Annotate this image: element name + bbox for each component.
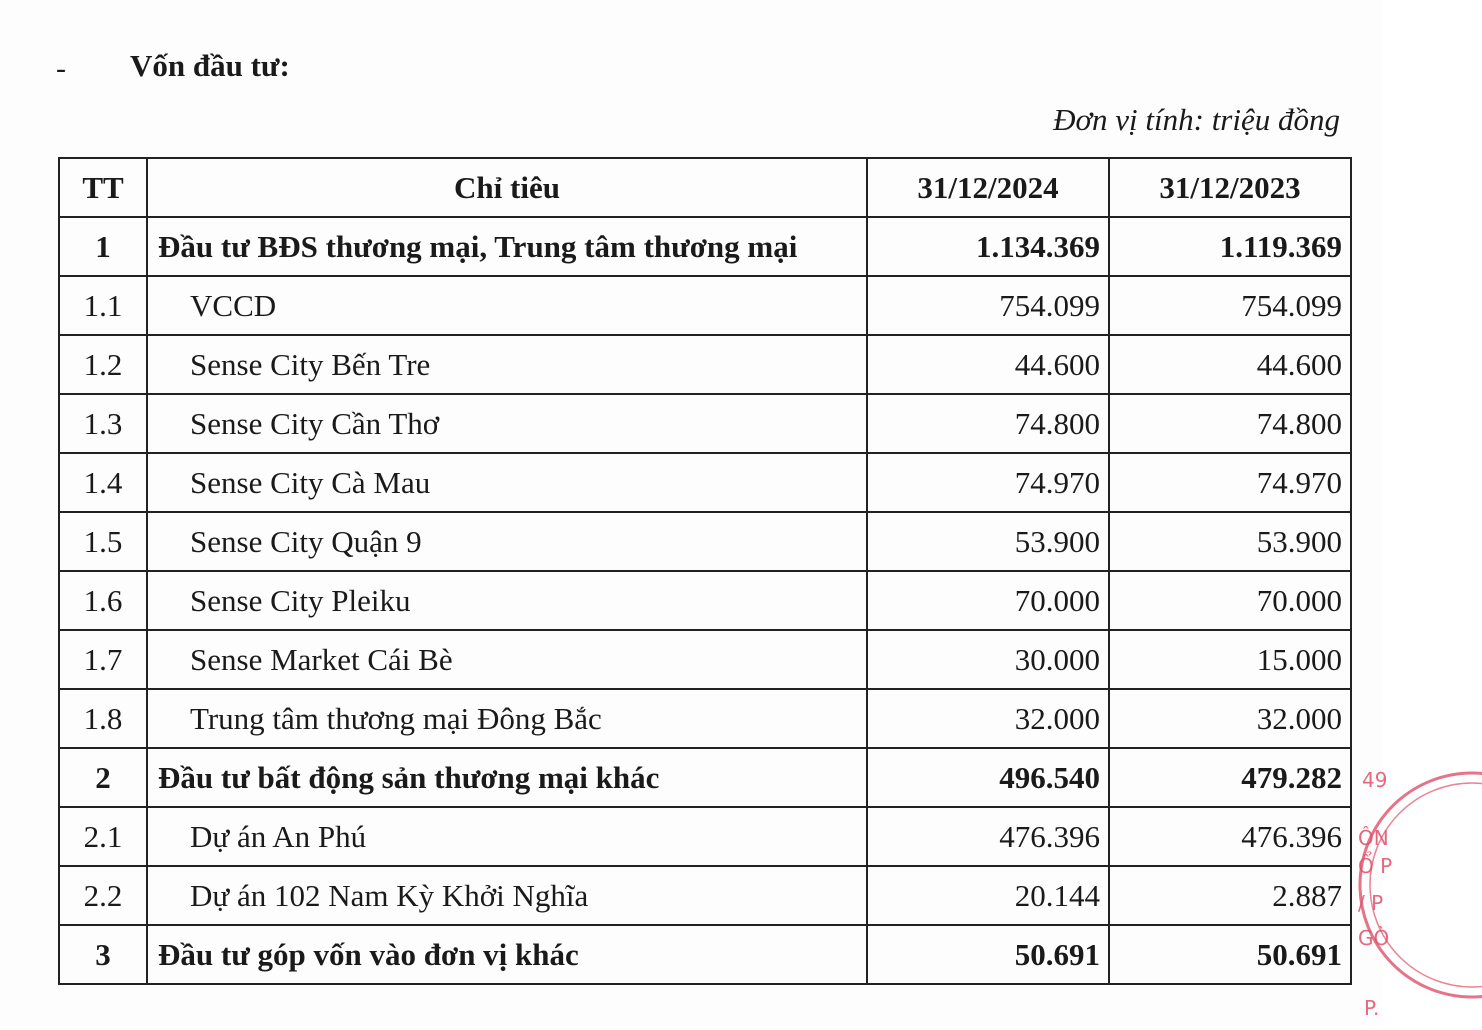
- row-tt: 2.1: [59, 807, 147, 866]
- row-value-2024: 70.000: [867, 571, 1109, 630]
- row-name: Đầu tư góp vốn vào đơn vị khác: [147, 925, 867, 984]
- row-value-2024: 32.000: [867, 689, 1109, 748]
- row-value-2023: 476.396: [1109, 807, 1351, 866]
- row-value-2023: 74.800: [1109, 394, 1351, 453]
- row-value-2024: 74.800: [867, 394, 1109, 453]
- row-value-2023: 2.887: [1109, 866, 1351, 925]
- table-row: [59, 217, 1351, 276]
- row-tt: 1.5: [59, 512, 147, 571]
- header-2023: 31/12/2023: [1109, 158, 1351, 217]
- header-row: [59, 158, 1351, 217]
- svg-text:ÔN: ÔN: [1358, 826, 1389, 850]
- row-value-2024: 30.000: [867, 630, 1109, 689]
- row-tt: 1.7: [59, 630, 147, 689]
- table-row: [59, 925, 1351, 984]
- table-row: [59, 276, 1351, 335]
- row-name: Đầu tư bất động sản thương mại khác: [147, 748, 867, 807]
- row-value-2023: 754.099: [1109, 276, 1351, 335]
- row-value-2023: 15.000: [1109, 630, 1351, 689]
- svg-text:49: 49: [1362, 768, 1388, 792]
- row-value-2023: 1.119.369: [1109, 217, 1351, 276]
- row-tt: 1.4: [59, 453, 147, 512]
- row-name: Đầu tư BĐS thương mại, Trung tâm thương mại: [147, 217, 867, 276]
- row-tt: 1.1: [59, 276, 147, 335]
- row-value-2023: 53.900: [1109, 512, 1351, 571]
- row-name: Sense City Quận 9: [147, 512, 867, 571]
- investment-table: [58, 157, 1352, 985]
- row-value-2024: 53.900: [867, 512, 1109, 571]
- row-tt: 1.8: [59, 689, 147, 748]
- row-value-2023: 50.691: [1109, 925, 1351, 984]
- row-value-2024: 1.134.369: [867, 217, 1109, 276]
- svg-text:GÒ: GÒ: [1358, 926, 1390, 950]
- row-name: Dự án 102 Nam Kỳ Khởi Nghĩa: [147, 866, 867, 925]
- row-tt: 1.3: [59, 394, 147, 453]
- table-row: [59, 335, 1351, 394]
- row-tt: 1.6: [59, 571, 147, 630]
- row-value-2023: 479.282: [1109, 748, 1351, 807]
- svg-text:P.: P.: [1364, 996, 1380, 1020]
- row-name: Sense City Bến Tre: [147, 335, 867, 394]
- row-value-2024: 496.540: [867, 748, 1109, 807]
- unit-note: Đơn vị tính: triệu đồng: [1053, 102, 1340, 137]
- table-row: [59, 807, 1351, 866]
- svg-text:Ổ P: Ổ P: [1358, 854, 1393, 878]
- row-value-2023: 44.600: [1109, 335, 1351, 394]
- row-tt: 2: [59, 748, 147, 807]
- bullet: -: [56, 52, 66, 85]
- header-name: Chỉ tiêu: [147, 158, 867, 217]
- table-row: [59, 394, 1351, 453]
- table-row: [59, 748, 1351, 807]
- row-value-2024: 74.970: [867, 453, 1109, 512]
- row-name: Sense City Pleiku: [147, 571, 867, 630]
- row-value-2024: 476.396: [867, 807, 1109, 866]
- table-row: [59, 512, 1351, 571]
- table-row: [59, 630, 1351, 689]
- row-name: VCCD: [147, 276, 867, 335]
- row-tt: 3: [59, 925, 147, 984]
- table-row: [59, 866, 1351, 925]
- section-title: Vốn đầu tư:: [130, 48, 290, 83]
- row-value-2024: 20.144: [867, 866, 1109, 925]
- row-value-2024: 44.600: [867, 335, 1109, 394]
- row-value-2024: 50.691: [867, 925, 1109, 984]
- header-2024: 31/12/2024: [867, 158, 1109, 217]
- row-tt: 1: [59, 217, 147, 276]
- row-tt: 2.2: [59, 866, 147, 925]
- row-name: Dự án An Phú: [147, 807, 867, 866]
- row-name: Sense Market Cái Bè: [147, 630, 867, 689]
- table-row: [59, 453, 1351, 512]
- svg-text:/ P: / P: [1358, 891, 1384, 915]
- row-value-2024: 754.099: [867, 276, 1109, 335]
- row-name: Sense City Cần Thơ: [147, 394, 867, 453]
- row-name: Sense City Cà Mau: [147, 453, 867, 512]
- row-value-2023: 70.000: [1109, 571, 1351, 630]
- row-name: Trung tâm thương mại Đông Bắc: [147, 689, 867, 748]
- row-value-2023: 32.000: [1109, 689, 1351, 748]
- table-row: [59, 689, 1351, 748]
- table-row: [59, 571, 1351, 630]
- header-tt: TT: [59, 158, 147, 217]
- row-tt: 1.2: [59, 335, 147, 394]
- company-stamp: [1352, 745, 1482, 1030]
- row-value-2023: 74.970: [1109, 453, 1351, 512]
